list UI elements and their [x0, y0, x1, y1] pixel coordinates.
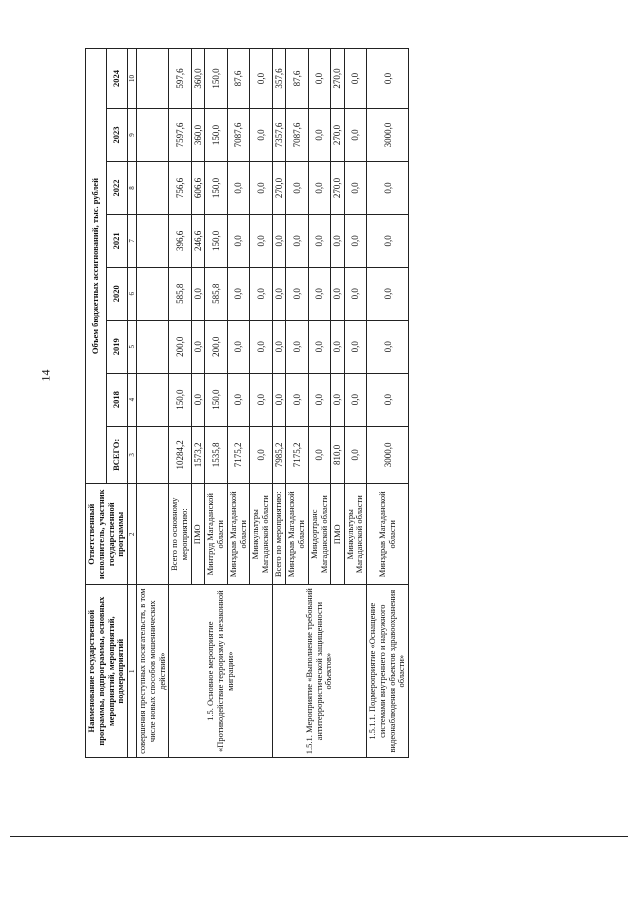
- header-year: 2021: [107, 214, 128, 267]
- empty-cell: [137, 320, 169, 373]
- value-cell: 0,0: [344, 426, 367, 484]
- header-row: [86, 49, 107, 758]
- value-cell: 0,0: [286, 373, 309, 426]
- row-executor: Миндортранс Магаданской области: [308, 484, 331, 585]
- header-year: 2020: [107, 267, 128, 320]
- value-cell: 606,6: [191, 161, 204, 214]
- value-cell: 360,0: [191, 49, 204, 109]
- row-executor: Всего по основному мероприятию:: [169, 484, 192, 585]
- value-cell: 150,0: [205, 109, 228, 162]
- value-cell: 150,0: [169, 373, 192, 426]
- row-executor: Минздрав Магаданской области: [286, 484, 309, 585]
- empty-cell: [137, 484, 169, 585]
- value-cell: 0,0: [308, 267, 331, 320]
- value-cell: 597,6: [169, 49, 192, 109]
- value-cell: 246,6: [191, 214, 204, 267]
- value-cell: 3000,0: [367, 426, 409, 484]
- value-cell: 0,0: [367, 267, 409, 320]
- value-cell: 0,0: [250, 49, 273, 109]
- row-name: 1.5. Основное мероприятие «Противодействие терроризму и незаконной миграции»: [169, 585, 272, 758]
- row-executor: ПМО: [191, 484, 204, 585]
- value-cell: 7175,2: [286, 426, 309, 484]
- value-cell: 810,0: [331, 426, 344, 484]
- empty-cell: [137, 267, 169, 320]
- value-cell: 756,6: [169, 161, 192, 214]
- value-cell: 0,0: [344, 320, 367, 373]
- row-executor: Минздрав Магаданской области: [227, 484, 250, 585]
- value-cell: 0,0: [227, 373, 250, 426]
- index-cell: 8: [128, 161, 137, 214]
- value-cell: 0,0: [331, 373, 344, 426]
- value-cell: 10284,2: [169, 426, 192, 484]
- value-cell: 7087,6: [227, 109, 250, 162]
- index-row: [128, 49, 137, 758]
- header-year: 2018: [107, 373, 128, 426]
- empty-cell: [137, 161, 169, 214]
- table-row: [169, 49, 192, 758]
- value-cell: 0,0: [308, 426, 331, 484]
- value-cell: 396,6: [169, 214, 192, 267]
- header-year: 2022: [107, 161, 128, 214]
- index-cell: 10: [128, 49, 137, 109]
- value-cell: 0,0: [272, 320, 285, 373]
- value-cell: 0,0: [331, 267, 344, 320]
- value-cell: 7087,6: [286, 109, 309, 162]
- value-cell: 150,0: [205, 49, 228, 109]
- value-cell: 3000,0: [367, 109, 409, 162]
- row-executor: Минздрав Магаданской области: [367, 484, 409, 585]
- value-cell: 0,0: [250, 214, 273, 267]
- value-cell: 200,0: [169, 320, 192, 373]
- value-cell: 0,0: [344, 161, 367, 214]
- row-name: 1.5.1.1. Подмероприятие «Оснащение системами внутреннего и наружного видеонаблюдения объектов здравоохранения области»: [367, 585, 409, 758]
- value-cell: 0,0: [308, 109, 331, 162]
- index-cell: 5: [128, 320, 137, 373]
- value-cell: 0,0: [367, 373, 409, 426]
- value-cell: 0,0: [227, 320, 250, 373]
- value-cell: 150,0: [205, 373, 228, 426]
- index-cell: 2: [128, 484, 137, 585]
- value-cell: 0,0: [367, 49, 409, 109]
- value-cell: 1573,2: [191, 426, 204, 484]
- value-cell: 0,0: [344, 267, 367, 320]
- value-cell: 87,6: [227, 49, 250, 109]
- page-number: 14: [38, 369, 53, 382]
- empty-cell: [137, 373, 169, 426]
- value-cell: 0,0: [308, 214, 331, 267]
- value-cell: 0,0: [308, 320, 331, 373]
- header-total: ВСЕГО:: [107, 426, 128, 484]
- value-cell: 0,0: [344, 109, 367, 162]
- value-cell: 270,0: [272, 161, 285, 214]
- header-year: 2023: [107, 109, 128, 162]
- value-cell: 0,0: [308, 373, 331, 426]
- index-cell: 9: [128, 109, 137, 162]
- table-row: [272, 49, 285, 758]
- index-cell: 1: [128, 585, 137, 758]
- value-cell: 87,6: [286, 49, 309, 109]
- value-cell: 0,0: [250, 161, 273, 214]
- value-cell: 0,0: [367, 161, 409, 214]
- header-year: 2019: [107, 320, 128, 373]
- value-cell: 0,0: [367, 214, 409, 267]
- value-cell: 0,0: [272, 214, 285, 267]
- table-row: [137, 49, 169, 758]
- value-cell: 270,0: [331, 109, 344, 162]
- value-cell: 357,6: [272, 49, 285, 109]
- value-cell: 1535,8: [205, 426, 228, 484]
- value-cell: 0,0: [272, 267, 285, 320]
- value-cell: 360,0: [191, 109, 204, 162]
- row-name: совершения преступных посягательств, в том числе новых способов мошеннических действий»: [137, 585, 169, 758]
- value-cell: 7357,6: [272, 109, 285, 162]
- table-row: [367, 49, 409, 758]
- table-wrapper: [85, 48, 565, 758]
- value-cell: 0,0: [191, 267, 204, 320]
- header-name: Наименование государственной программы, подпрограммы, основных мероприятий, мероприятий, подмероприятий: [86, 585, 128, 758]
- row-name: 1.5.1. Мероприятие «Выполнение требований антитеррористической защищенности объектов»: [272, 585, 366, 758]
- value-cell: 150,0: [205, 214, 228, 267]
- index-cell: 4: [128, 373, 137, 426]
- index-cell: 7: [128, 214, 137, 267]
- header-executor: Ответственный исполнитель, участник государственной программы: [86, 484, 128, 585]
- value-cell: 0,0: [191, 373, 204, 426]
- value-cell: 0,0: [250, 109, 273, 162]
- value-cell: 0,0: [367, 320, 409, 373]
- row-executor: Минтруд Магаданской области: [205, 484, 228, 585]
- value-cell: 0,0: [191, 320, 204, 373]
- empty-cell: [137, 49, 169, 109]
- index-cell: 6: [128, 267, 137, 320]
- row-executor: Минкультуры Магаданской области: [250, 484, 273, 585]
- value-cell: 0,0: [344, 373, 367, 426]
- row-executor: Минкультуры Магаданской области: [344, 484, 367, 585]
- value-cell: 0,0: [250, 267, 273, 320]
- value-cell: 0,0: [344, 49, 367, 109]
- value-cell: 0,0: [331, 214, 344, 267]
- value-cell: 0,0: [308, 161, 331, 214]
- value-cell: 270,0: [331, 49, 344, 109]
- empty-cell: [137, 109, 169, 162]
- rotated-table-area: [85, 48, 565, 758]
- value-cell: 200,0: [205, 320, 228, 373]
- value-cell: 0,0: [286, 267, 309, 320]
- value-cell: 0,0: [250, 320, 273, 373]
- budget-table: [85, 48, 409, 758]
- value-cell: 0,0: [286, 320, 309, 373]
- row-executor: Всего по мероприятию:: [272, 484, 285, 585]
- empty-cell: [137, 426, 169, 484]
- value-cell: 0,0: [227, 267, 250, 320]
- value-cell: 0,0: [250, 373, 273, 426]
- bottom-rule: [10, 836, 628, 837]
- value-cell: 270,0: [331, 161, 344, 214]
- value-cell: 0,0: [344, 214, 367, 267]
- value-cell: 7597,6: [169, 109, 192, 162]
- header-budget: Объем бюджетных ассигнований, тыс. рублей: [86, 49, 107, 484]
- value-cell: 0,0: [272, 373, 285, 426]
- empty-cell: [137, 214, 169, 267]
- row-executor: ПМО: [331, 484, 344, 585]
- value-cell: 0,0: [331, 320, 344, 373]
- value-cell: 585,8: [169, 267, 192, 320]
- value-cell: 0,0: [286, 214, 309, 267]
- value-cell: 0,0: [286, 161, 309, 214]
- value-cell: 0,0: [227, 161, 250, 214]
- value-cell: 585,8: [205, 267, 228, 320]
- value-cell: 7985,2: [272, 426, 285, 484]
- value-cell: 7175,2: [227, 426, 250, 484]
- header-year: 2024: [107, 49, 128, 109]
- index-cell: 3: [128, 426, 137, 484]
- value-cell: 0,0: [308, 49, 331, 109]
- value-cell: 0,0: [227, 214, 250, 267]
- value-cell: 0,0: [250, 426, 273, 484]
- value-cell: 150,0: [205, 161, 228, 214]
